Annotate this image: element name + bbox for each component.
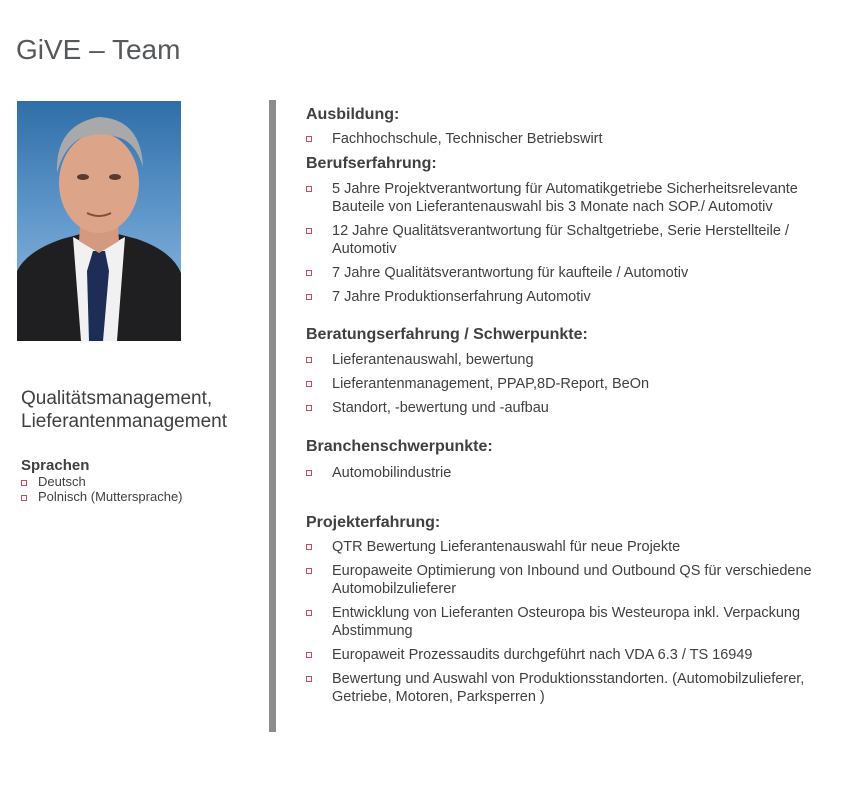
role-line-1: Qualitätsmanagement, bbox=[21, 388, 213, 409]
projects-list bbox=[306, 538, 841, 712]
languages-heading: Sprachen bbox=[21, 457, 90, 474]
bullet-icon bbox=[306, 470, 312, 476]
bullet-icon bbox=[306, 294, 312, 300]
bullet-icon bbox=[306, 186, 312, 192]
role-line-2: Lieferantenmanagement bbox=[21, 411, 227, 432]
education-list bbox=[306, 130, 841, 154]
industries-list bbox=[306, 464, 841, 488]
experience-heading: Berufserfahrung: bbox=[306, 155, 437, 172]
list-item: Deutsch bbox=[21, 474, 183, 489]
bullet-icon bbox=[306, 610, 312, 616]
projects-heading: Projekterfahrung: bbox=[306, 514, 441, 531]
list-item: Europaweit Prozessaudits durchgeführt nach VDA 6.3 / TS 16949 bbox=[306, 646, 841, 664]
bullet-icon bbox=[306, 676, 312, 682]
education-heading: Ausbildung: bbox=[306, 106, 400, 123]
bullet-icon bbox=[306, 568, 312, 574]
list-item: 7 Jahre Produktionserfahrung Automotiv bbox=[306, 288, 841, 306]
list-item: Europaweite Optimierung von Inbound und Outbound QS für verschiedene Automobilzulieferer bbox=[306, 562, 841, 598]
list-item: Polnisch (Muttersprache) bbox=[21, 489, 183, 504]
bullet-icon bbox=[306, 228, 312, 234]
role-description bbox=[21, 387, 227, 433]
bullet-icon bbox=[306, 544, 312, 550]
consulting-heading: Beratungserfahrung / Schwerpunkte: bbox=[306, 326, 588, 343]
vertical-divider bbox=[269, 100, 276, 732]
list-item: Lieferantenmanagement, PPAP,8D-Report, BeOn bbox=[306, 375, 841, 393]
list-item: Entwicklung von Lieferanten Osteuropa bis Westeuropa inkl. Verpackung Abstimmung bbox=[306, 604, 841, 640]
portrait-illustration bbox=[17, 101, 181, 341]
list-item: 12 Jahre Qualitätsverantwortung für Schaltgetriebe, Serie Herstellteile / Automotiv bbox=[306, 222, 841, 258]
bullet-icon bbox=[306, 652, 312, 658]
bullet-icon bbox=[306, 357, 312, 363]
list-item: 7 Jahre Qualitätsverantwortung für kaufteile / Automotiv bbox=[306, 264, 841, 282]
industries-heading: Branchenschwerpunkte: bbox=[306, 438, 493, 455]
list-item: Fachhochschule, Technischer Betriebswirt bbox=[306, 130, 841, 148]
consulting-list bbox=[306, 351, 841, 423]
bullet-icon bbox=[306, 136, 312, 142]
list-item: Bewertung und Auswahl von Produktionsstandorten. (Automobilzulieferer, Getriebe, Motoren, Parksperren ) bbox=[306, 670, 841, 706]
list-item: QTR Bewertung Lieferantenauswahl für neue Projekte bbox=[306, 538, 841, 556]
experience-list bbox=[306, 180, 841, 312]
bullet-icon bbox=[306, 381, 312, 387]
bullet-icon bbox=[306, 270, 312, 276]
bullet-icon bbox=[306, 405, 312, 411]
bullet-icon bbox=[21, 495, 27, 501]
bullet-icon bbox=[21, 480, 27, 486]
profile-photo bbox=[17, 101, 181, 341]
languages-list bbox=[21, 474, 183, 504]
list-item: Lieferantenauswahl, bewertung bbox=[306, 351, 841, 369]
list-item: Automobilindustrie bbox=[306, 464, 841, 482]
page-title: GiVE – Team bbox=[16, 34, 181, 65]
list-item: 5 Jahre Projektverantwortung für Automatikgetriebe Sicherheitsrelevante Bauteile von Lieferantenauswahl bis 3 Monate nach SOP./ Automotiv bbox=[306, 180, 841, 216]
list-item: Standort, -bewertung und -aufbau bbox=[306, 399, 841, 417]
